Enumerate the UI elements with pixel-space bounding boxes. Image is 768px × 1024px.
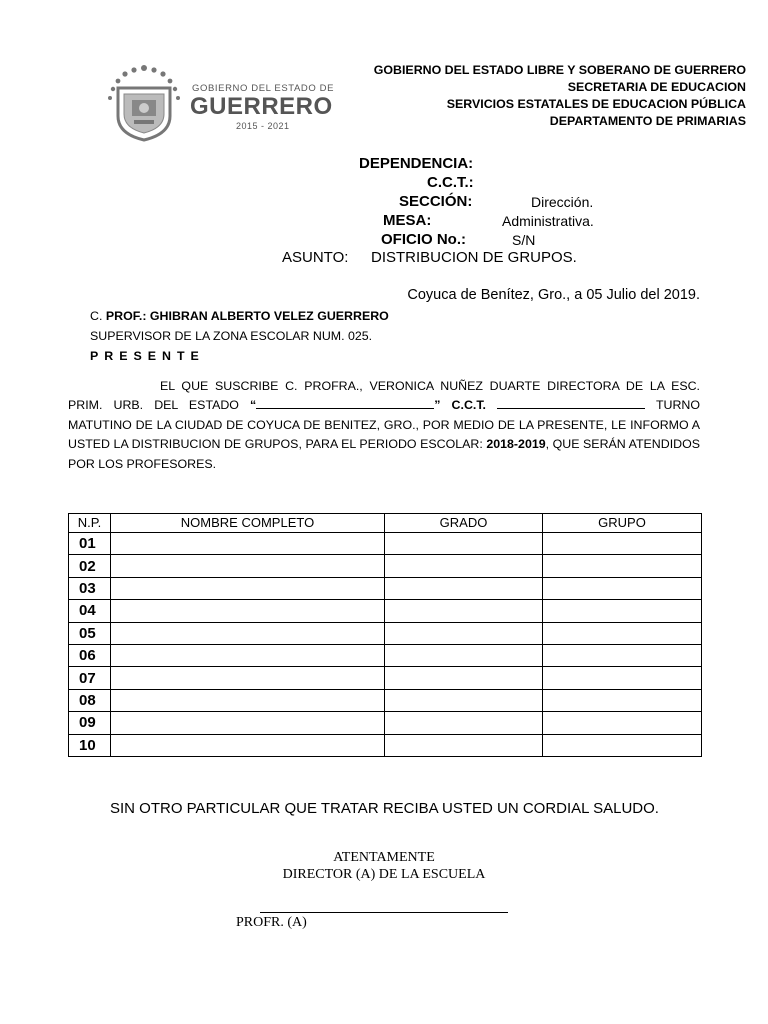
table-row xyxy=(69,734,702,756)
group-cell[interactable] xyxy=(543,734,702,756)
row-number: 06 xyxy=(69,644,111,666)
group-cell[interactable] xyxy=(543,644,702,666)
header-line: GOBIERNO DEL ESTADO LIBRE Y SOBERANO DE GUERRERO xyxy=(373,63,746,77)
mesa-value: Administrativa. xyxy=(502,213,594,229)
cct-label: C.C.T.: xyxy=(427,174,474,191)
column-header: N.P. xyxy=(69,514,111,533)
name-cell[interactable] xyxy=(111,533,385,555)
row-number: 03 xyxy=(69,577,111,599)
table-header-row xyxy=(69,514,702,533)
recipient-name-line xyxy=(90,306,389,326)
logo-years: 2015 - 2021 xyxy=(236,121,290,131)
table-row xyxy=(69,712,702,734)
closing-line: SIN OTRO PARTICULAR QUE TRATAR RECIBA USTED UN CORDIAL SALUDO. xyxy=(110,800,659,817)
name-cell[interactable] xyxy=(111,689,385,711)
quote-open: “ xyxy=(250,398,257,413)
name-cell[interactable] xyxy=(111,667,385,689)
signature-line xyxy=(260,912,508,913)
recipient-prefix: C. xyxy=(90,309,103,323)
body-part-3: , QUE SERÁN ATENDIDOS POR LOS PROFESORES. xyxy=(68,437,700,471)
body-paragraph xyxy=(68,377,700,474)
header-line: SECRETARIA DE EDUCACION xyxy=(567,80,746,94)
oficio-value: S/N xyxy=(512,232,536,248)
table-row xyxy=(69,689,702,711)
school-period: 2018-2019 xyxy=(486,437,546,452)
cct-inline-label: C.C.T. xyxy=(451,398,486,413)
table-row xyxy=(69,555,702,577)
name-cell[interactable] xyxy=(111,734,385,756)
oficio-label: OFICIO No.: xyxy=(381,231,466,248)
grade-cell[interactable] xyxy=(385,622,543,644)
table-row xyxy=(69,577,702,599)
row-number: 02 xyxy=(69,555,111,577)
mesa-label: MESA: xyxy=(383,212,432,229)
grade-cell[interactable] xyxy=(385,577,543,599)
row-number: 05 xyxy=(69,622,111,644)
director-title: DIRECTOR (A) DE LA ESCUELA xyxy=(282,867,486,882)
grade-cell[interactable] xyxy=(385,667,543,689)
logo-top-text: GOBIERNO DEL ESTADO DE xyxy=(192,83,335,94)
seccion-value: Dirección. xyxy=(531,194,594,210)
body-part-1: EL QUE SUSCRIBE C. PROFRA., VERONICA NUÑEZ DUARTE DIRECTORA DE LA ESC. PRIM. URB. DEL ESTADO xyxy=(68,379,700,413)
seccion-label: SECCIÓN: xyxy=(399,193,473,210)
grade-cell[interactable] xyxy=(385,600,543,622)
table-row xyxy=(69,600,702,622)
name-cell[interactable] xyxy=(111,644,385,666)
row-number: 08 xyxy=(69,689,111,711)
name-cell[interactable] xyxy=(111,600,385,622)
body-part-2: TURNO MATUTINO DE LA CIUDAD DE COYUCA DE BENITEZ, GRO., POR MEDIO DE LA PRESENTE, LE INFORMO A USTED LA DISTRIBUCION DE GRUPOS, PARA EL PERIODO ESCOLAR: xyxy=(68,398,700,452)
grade-cell[interactable] xyxy=(385,533,543,555)
name-cell[interactable] xyxy=(111,712,385,734)
asunto-label: ASUNTO: xyxy=(282,249,349,266)
header-line: SERVICIOS ESTATALES DE EDUCACION PÚBLICA xyxy=(446,97,746,111)
name-cell[interactable] xyxy=(111,577,385,599)
quote-close: ” xyxy=(434,398,441,413)
column-header: GRADO xyxy=(385,514,543,533)
group-cell[interactable] xyxy=(543,667,702,689)
guerrero-government-logo xyxy=(104,62,352,144)
state-seal-icon xyxy=(104,62,184,144)
column-header: GRUPO xyxy=(543,514,702,533)
column-header: NOMBRE COMPLETO xyxy=(111,514,385,533)
name-cell[interactable] xyxy=(111,555,385,577)
group-cell[interactable] xyxy=(543,533,702,555)
profr-label: PROFR. (A) xyxy=(236,915,307,930)
recipient-name: PROF.: GHIBRAN ALBERTO VELEZ GUERRERO xyxy=(105,309,389,323)
row-number: 07 xyxy=(69,667,111,689)
presente-text: PRESENTE xyxy=(90,349,205,363)
table-row xyxy=(69,533,702,555)
asunto-value: DISTRIBUCION DE GRUPOS. xyxy=(371,249,577,266)
group-cell[interactable] xyxy=(543,622,702,644)
cct-blank xyxy=(497,397,645,409)
table-row xyxy=(69,622,702,644)
logo-state-name: GUERRERO xyxy=(190,93,333,120)
groups-table xyxy=(68,513,702,757)
group-cell[interactable] xyxy=(543,689,702,711)
header-line: DEPARTAMENTO DE PRIMARIAS xyxy=(549,114,746,128)
grade-cell[interactable] xyxy=(385,689,543,711)
dependencia-label: DEPENDENCIA: xyxy=(359,155,474,172)
recipient-title: SUPERVISOR DE LA ZONA ESCOLAR NUM. 025. xyxy=(90,329,373,343)
grade-cell[interactable] xyxy=(385,644,543,666)
row-number: 09 xyxy=(69,712,111,734)
grade-cell[interactable] xyxy=(385,734,543,756)
group-cell[interactable] xyxy=(543,600,702,622)
group-cell[interactable] xyxy=(543,712,702,734)
place-and-date: Coyuca de Benítez, Gro., a 05 Julio del 2019. xyxy=(407,287,700,303)
grade-cell[interactable] xyxy=(385,555,543,577)
table-row xyxy=(69,644,702,666)
recipient-block xyxy=(90,306,389,366)
institution-header xyxy=(374,62,746,130)
row-number: 01 xyxy=(69,533,111,555)
grade-cell[interactable] xyxy=(385,712,543,734)
school-name-blank xyxy=(256,397,434,409)
name-cell[interactable] xyxy=(111,622,385,644)
table-row xyxy=(69,667,702,689)
group-cell[interactable] xyxy=(543,577,702,599)
row-number: 04 xyxy=(69,600,111,622)
atentamente-text: ATENTAMENTE xyxy=(333,850,435,865)
row-number: 10 xyxy=(69,734,111,756)
group-cell[interactable] xyxy=(543,555,702,577)
